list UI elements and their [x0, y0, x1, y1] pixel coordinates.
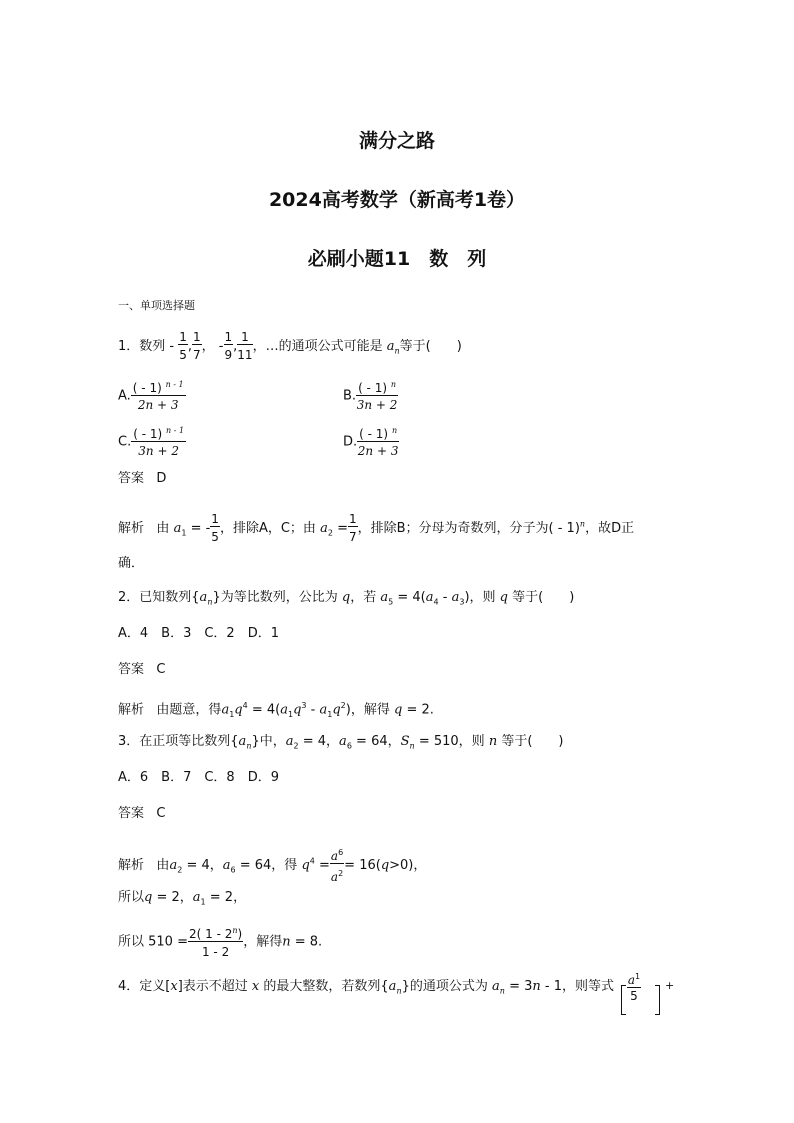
q1-explanation: 解析 由 $a_1$ = - $\frac{1}{5}$ ，排除A，C；由 $a_2$ = $\frac{1}{7}$ ，排除B；分母为奇数列，分子为( - 1)$^n$，故D正 [118, 512, 635, 544]
q1-answer: 答案 D [118, 471, 167, 486]
q1-frac-2: $\frac{1}{7}$ [193, 330, 201, 362]
q3-options: A．6 B．7 C．8 D．9 [118, 770, 279, 785]
title-chapter: 必刷小题11 数 列 [307, 248, 487, 270]
q1-explanation-end: 确． [118, 556, 145, 571]
q3-explanation-line2: 所以q = 2，$a_1 = 2$， [118, 890, 247, 907]
question-2: 2．已知数列$\{a_n\}$为等比数列，公比为 q，若 $a_5 = 4(a_4 - a_3)$，则 q 等于( ) [118, 590, 575, 607]
q1-option-c: C. $\frac{( - 1) ^{n - 1}}{3n + 2}$ [118, 426, 185, 458]
q3-explanation-line3: 所以 510 = $\frac{2( 1 - 2^n)}{1 - 2}$ ，解得n = 8. [118, 926, 323, 959]
q1-option-d: D. $\frac{( - 1) ^n}{2n + 3}$ [343, 426, 399, 458]
q2-explanation: 解析 由题意，得$a_1q^4 = 4(a_1q^3 - a_1q^2)$，解得 q = 2. [118, 701, 434, 719]
title-exam: 2024高考数学（新高考1卷） [268, 189, 526, 211]
q1-frac-3: $\frac{1}{9}$ [224, 330, 233, 362]
q2-answer: 答案 C [118, 662, 166, 677]
q1-prefix: 1．数列 - [118, 339, 175, 354]
q1-option-a: A. $\frac{( - 1) ^{n - 1}}{2n + 3}$ [118, 380, 184, 412]
q4-plus: + [665, 979, 675, 992]
floor-bracket-right [655, 985, 660, 1015]
floor-bracket-left [621, 985, 626, 1015]
question-4: 4．定义[x]表示不超过 x 的最大整数，若数列$\{a_n\}$的通项公式为 $a_n = 3n - 1$，则等式 [118, 979, 614, 996]
q1-frac-1: $\frac{1}{5}$ [179, 330, 187, 362]
q1-frac-4: $\frac{1}{11}$ [237, 330, 253, 362]
q3-explanation: 解析 由$a_2 = 4$，$a_6 = 64$，得 $q^4$ = $\frac{a^6}{a^2}$ = 16(q>0)， [118, 848, 427, 884]
q4-floor-fraction: $a^1$ 5 [627, 972, 641, 1003]
q1-option-b: B. $\frac{( - 1) ^n}{3n + 2}$ [343, 380, 398, 412]
q3-answer: 答案 C [118, 806, 166, 821]
q2-options: A．4 B．3 C．2 D．1 [118, 626, 279, 641]
question-3: 3．在正项等比数列$\{a_n\}$中，$a_2 = 4$，$a_6 = 64$，$S_n = 510$，则 n 等于( ) [118, 734, 564, 751]
section-heading: 一、单项选择题 [118, 299, 195, 312]
title-brand: 满分之路 [358, 130, 435, 152]
question-1: 1．数列 - $\frac{1}{5}$ , $\frac{1}{7}$ ， - $\frac{1}{9}$ , $\frac{1}{11}$ ，…的通项公式可能是 $a_n$等于( ) [118, 330, 462, 362]
